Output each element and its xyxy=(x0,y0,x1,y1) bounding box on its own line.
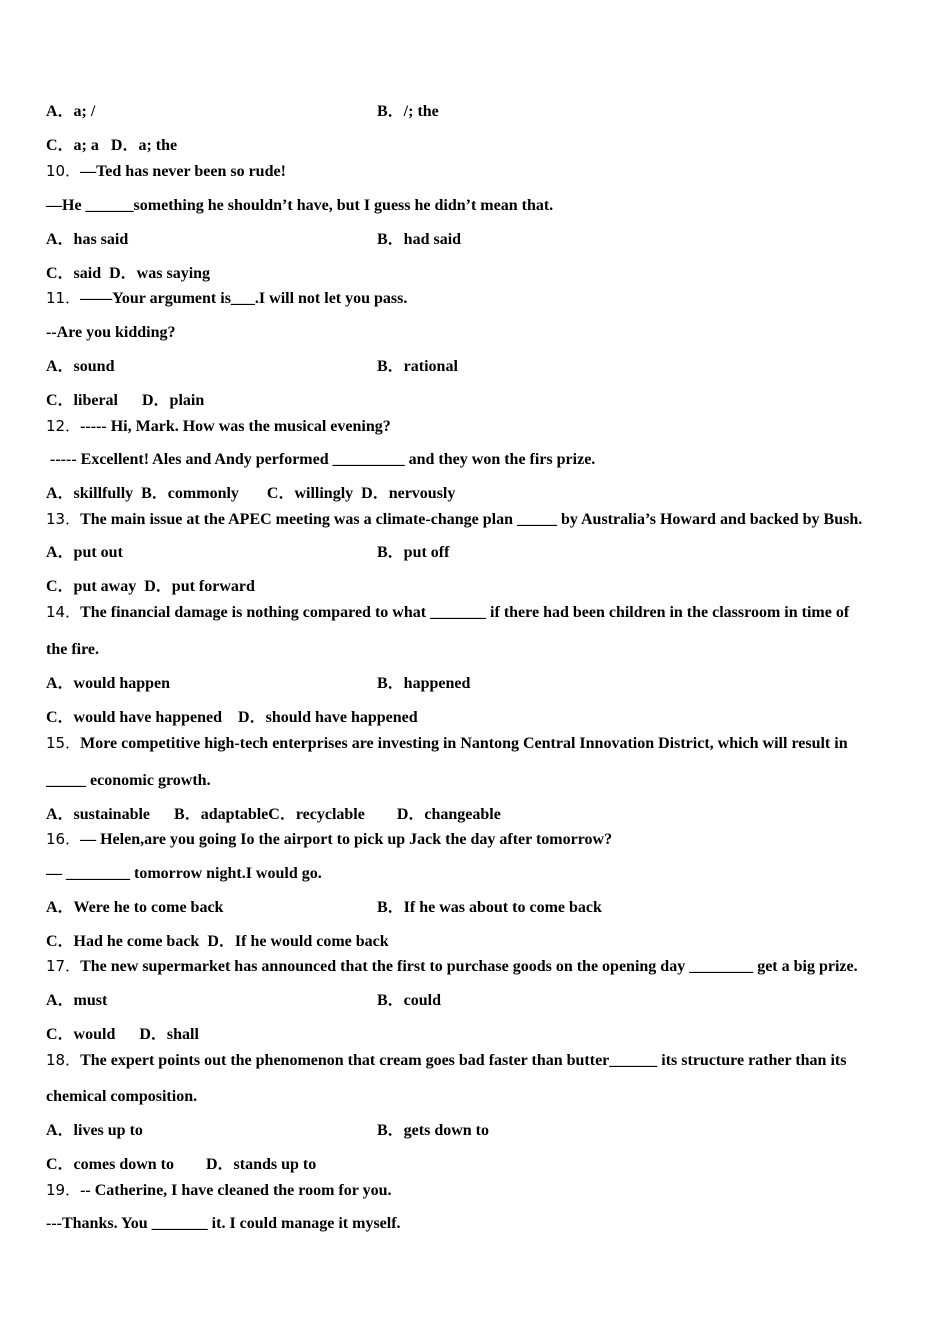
q13-stem-text: The main issue at the APEC meeting was a climate-change plan _____ by Australia’s Howard and backed by Bush. xyxy=(80,511,863,528)
q19-number: 19． xyxy=(46,1181,81,1199)
q16-dialog-line: — ________ tomorrow night.I would go. xyxy=(46,865,322,882)
q16-stem-text: — Helen,are you going Io the airport to pick up Jack the day after tomorrow? xyxy=(80,831,613,848)
q13-number: 13． xyxy=(46,510,81,528)
q10-option-a: A．has said xyxy=(46,231,129,248)
q15-stem xyxy=(46,733,848,754)
q12-options: A．skillfully B．commonly C．willingly D．nervously xyxy=(46,485,456,502)
q12-stem xyxy=(46,416,391,437)
q11-stem-text: ——Your argument is___.I will not let you pass. xyxy=(80,290,408,307)
q19-stem xyxy=(46,1180,391,1201)
q18-options-cd: C．comes down to D．stands up to xyxy=(46,1156,317,1173)
q11-stem xyxy=(46,288,407,309)
q11-options-cd: C．liberal D．plain xyxy=(46,392,205,409)
q10-option-b: B．had said xyxy=(377,231,462,248)
q12-stem-text: ----- Hi, Mark. How was the musical evening? xyxy=(80,418,391,435)
q10-options-cd: C．said D．was saying xyxy=(46,265,211,282)
q14-stem-continued: the fire. xyxy=(46,641,100,658)
q17-stem xyxy=(46,956,858,977)
q14-options-cd: C．would have happened D．should have happened xyxy=(46,709,418,726)
q16-number: 16． xyxy=(46,830,81,848)
q14-option-a: A．would happen xyxy=(46,675,171,692)
q16-option-b: B．If he was about to come back xyxy=(377,899,602,916)
q9-option-a: A．a; / xyxy=(46,103,96,120)
q11-number: 11． xyxy=(46,289,81,307)
q19-dialog-line: ---Thanks. You _______ it. I could manage it myself. xyxy=(46,1215,401,1232)
q18-option-b: B．gets down to xyxy=(377,1122,490,1139)
q17-option-b: B．could xyxy=(377,992,442,1009)
q18-stem-continued: chemical composition. xyxy=(46,1088,198,1105)
q18-number: 18． xyxy=(46,1051,81,1069)
q9-options-cd: C．a; a D．a; the xyxy=(46,137,178,154)
q14-number: 14． xyxy=(46,603,81,621)
q16-stem xyxy=(46,829,612,850)
q10-stem xyxy=(46,161,286,182)
q15-stem-continued: _____ economic growth. xyxy=(46,772,211,789)
q10-number: 10． xyxy=(46,162,81,180)
q15-number: 15． xyxy=(46,734,81,752)
q13-stem xyxy=(46,509,862,530)
q16-options-cd: C．Had he come back D．If he would come back xyxy=(46,933,389,950)
q12-dialog-line: ----- Excellent! Ales and Andy performed _________ and they won the firs prize. xyxy=(46,451,596,468)
q18-option-a: A．lives up to xyxy=(46,1122,143,1139)
q13-option-a: A．put out xyxy=(46,544,123,561)
q9-option-b: B．/; the xyxy=(377,103,439,120)
q11-dialog-line: --Are you kidding? xyxy=(46,324,176,341)
q10-stem-text: —Ted has never been so rude! xyxy=(80,163,286,180)
q14-stem xyxy=(46,602,849,623)
q18-stem xyxy=(46,1050,846,1071)
q10-dialog-line: —He ______something he shouldn’t have, but I guess he didn’t mean that. xyxy=(46,197,554,214)
q14-stem-text: The financial damage is nothing compared to what _______ if there had been children in the classroom in time of xyxy=(80,604,850,621)
q16-option-a: A．Were he to come back xyxy=(46,899,224,916)
q18-stem-text: The expert points out the phenomenon that cream goes bad faster than butter______ its structure rather than its xyxy=(80,1052,847,1069)
q15-options: A．sustainable B．adaptableC．recyclable D．changeable xyxy=(46,806,501,823)
q17-options-cd: C．would D．shall xyxy=(46,1026,199,1043)
q12-number: 12． xyxy=(46,417,81,435)
q17-option-a: A．must xyxy=(46,992,108,1009)
q13-option-b: B．put off xyxy=(377,544,450,561)
q11-option-a: A．sound xyxy=(46,358,115,375)
q14-option-b: B．happened xyxy=(377,675,471,692)
q17-stem-text: The new supermarket has announced that the first to purchase goods on the opening day ________ get a big prize. xyxy=(80,958,858,975)
q15-stem-text: More competitive high-tech enterprises are investing in Nantong Central Innovation District, which will result in xyxy=(80,735,848,752)
q13-options-cd: C．put away D．put forward xyxy=(46,578,255,595)
q11-option-b: B．rational xyxy=(377,358,458,375)
q19-stem-text: -- Catherine, I have cleaned the room for you. xyxy=(80,1182,392,1199)
q17-number: 17． xyxy=(46,957,81,975)
